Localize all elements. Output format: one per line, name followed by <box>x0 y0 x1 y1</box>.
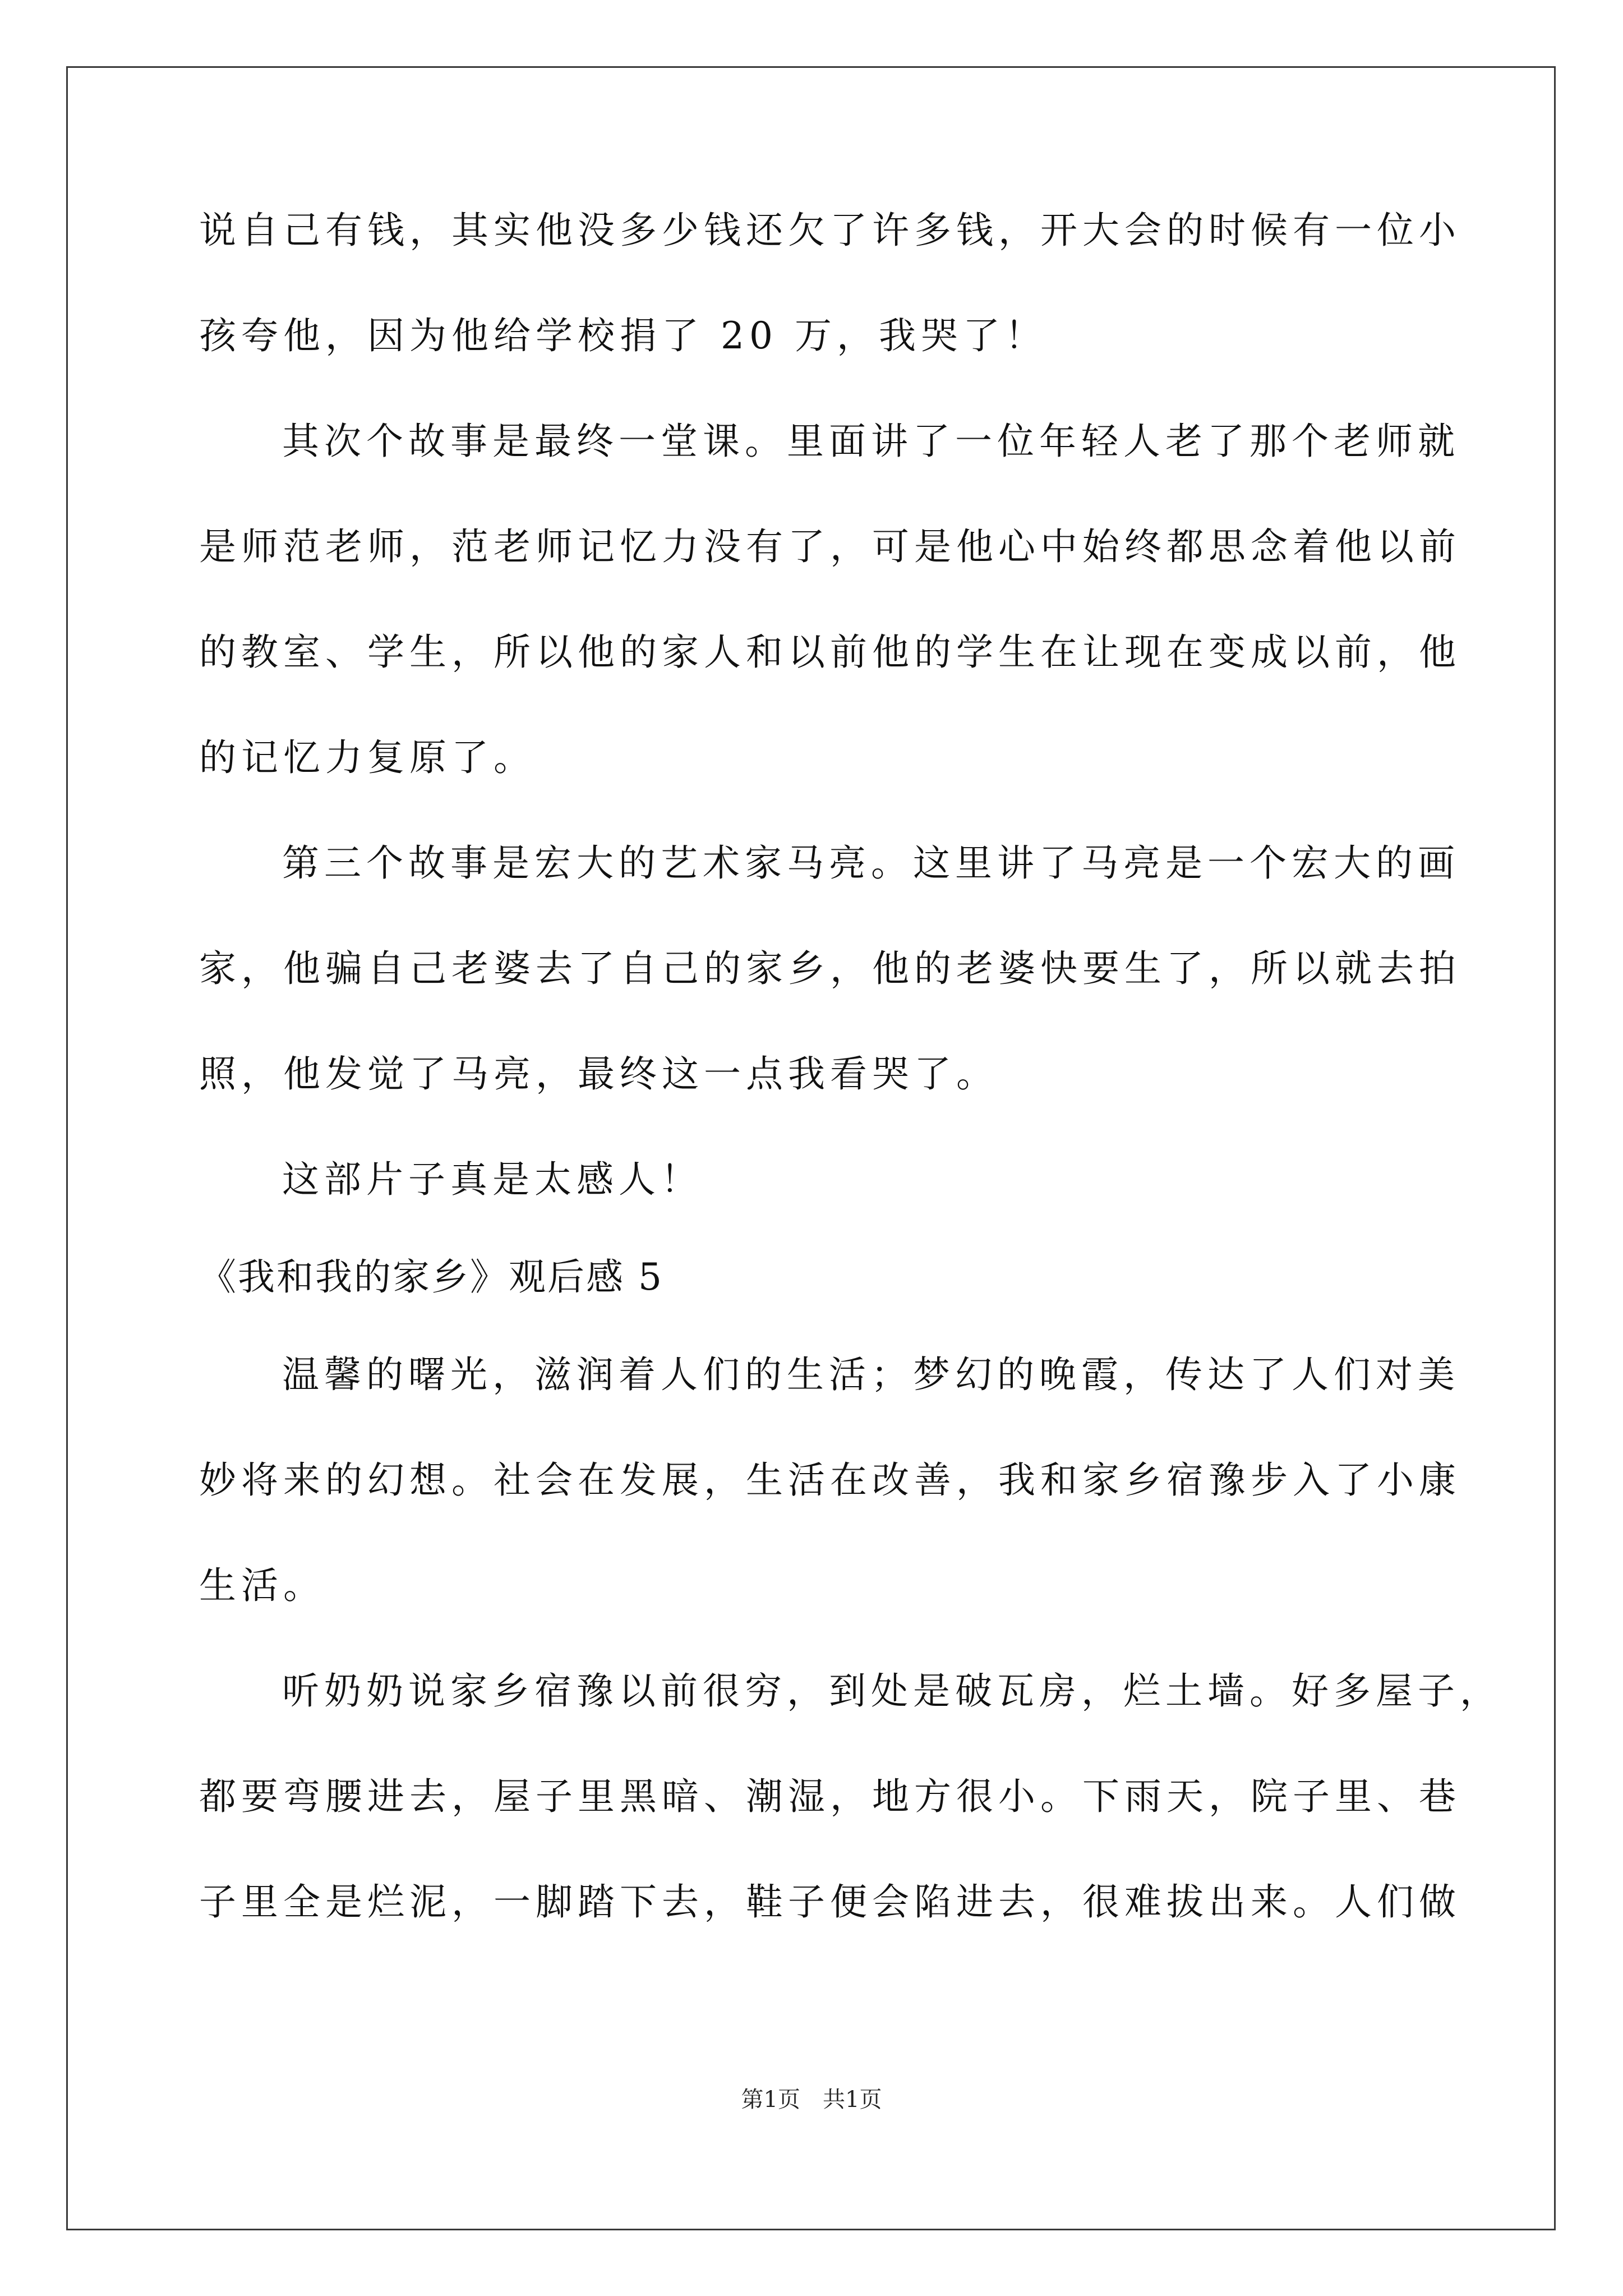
page-total: 共1页 <box>823 2087 882 2113</box>
text-line: 听奶奶说家乡宿豫以前很穷，到处是破瓦房，烂土墙。好多屋子， <box>282 1669 1502 1713</box>
text-line: 温馨的曙光，滋润着人们的生活；梦幻的晚霞，传达了人们对美 <box>282 1353 1460 1396</box>
text-line: 子里全是烂泥，一脚踏下去，鞋子便会陷进去，很难拔出来。人们做 <box>199 1880 1461 1924</box>
text-line: 是师范老师，范老师记忆力没有了，可是他心中始终都思念着他以前 <box>199 525 1461 568</box>
text-line: 孩夸他，因为他给学校捐了 20 万，我哭了！ <box>199 314 1047 357</box>
text-line: 第三个故事是宏大的艺术家马亮。这里讲了马亮是一个宏大的画 <box>282 841 1460 885</box>
text-line: 都要弯腰进去，屋子里黑暗、潮湿，地方很小。下雨天，院子里、巷 <box>199 1775 1461 1818</box>
text-line: 生活。 <box>199 1564 325 1607</box>
text-line: 家，他骗自己老婆去了自己的家乡，他的老婆快要生了，所以就去拍 <box>199 947 1461 990</box>
text-line: 说自己有钱，其实他没多少钱还欠了许多钱，开大会的时候有一位小 <box>199 209 1461 252</box>
text-line: 的教室、学生，所以他的家人和以前他的学生在让现在变成以前，他 <box>199 631 1461 674</box>
page-footer <box>0 2084 1623 2115</box>
text-line: 妙将来的幻想。社会在发展，生活在改善，我和家乡宿豫步入了小康 <box>199 1458 1461 1502</box>
page-number: 第1页 <box>741 2087 800 2113</box>
text-line: 其次个故事是最终一堂课。里面讲了一位年轻人老了那个老师就 <box>282 420 1460 463</box>
text-line: 照，他发觉了马亮，最终这一点我看哭了。 <box>199 1052 998 1096</box>
text-line: 的记忆力复原了。 <box>199 736 536 779</box>
section-heading: 《我和我的家乡》观后感 5 <box>199 1255 663 1299</box>
text-line: 这部片子真是太感人！ <box>282 1158 703 1201</box>
